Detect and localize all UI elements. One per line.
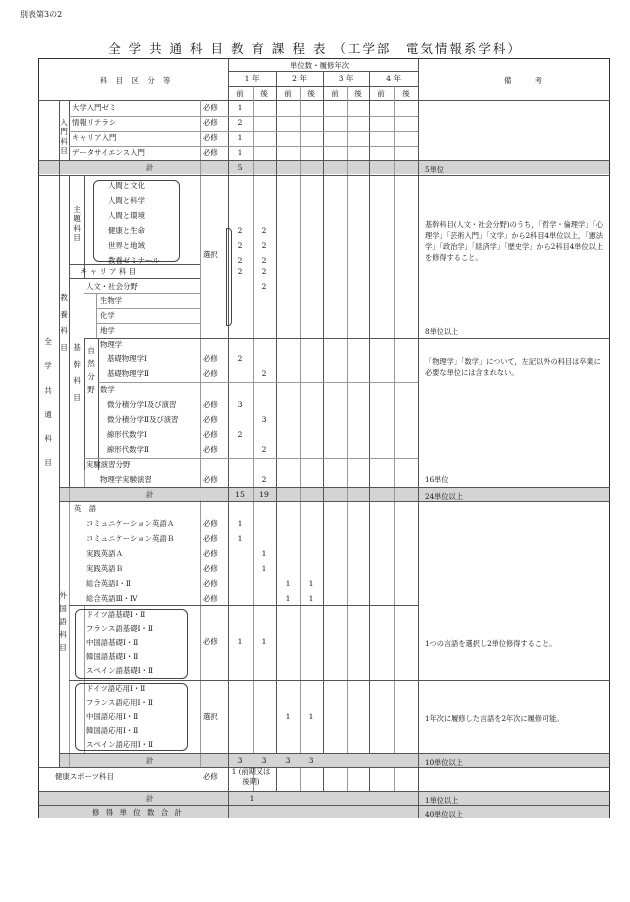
english-course: 総合英語Ⅲ・Ⅳ bbox=[86, 594, 138, 603]
unit-value: 1 bbox=[261, 549, 267, 558]
nyumon-subject: 情報リテラシ bbox=[72, 118, 117, 127]
language-applied-course: フランス語応用Ⅰ・Ⅱ bbox=[86, 698, 153, 707]
row-line bbox=[69, 131, 418, 132]
language-applied-course: スペイン語応用Ⅰ・Ⅱ bbox=[86, 740, 154, 749]
col-line bbox=[84, 338, 85, 470]
row-line bbox=[96, 323, 200, 324]
col-line bbox=[276, 71, 277, 753]
header-remarks: 備 考 bbox=[504, 76, 551, 85]
unit-value: 1 bbox=[237, 534, 243, 543]
butsuri-subject: 物理学 bbox=[100, 340, 123, 349]
language-basic-course: フランス語基礎Ⅰ・Ⅱ bbox=[86, 624, 153, 633]
unit-value: 3 bbox=[308, 756, 314, 765]
year-header: 4 年 bbox=[386, 74, 401, 83]
unit-value: 1 bbox=[285, 594, 291, 603]
unit-value: 1 bbox=[237, 148, 243, 157]
row-line bbox=[69, 264, 200, 265]
unit-value: 2 bbox=[237, 241, 243, 250]
kenko-total-remark: 1単位以上 bbox=[425, 796, 459, 805]
year-header: 3 年 bbox=[338, 74, 354, 83]
col-line bbox=[84, 470, 85, 487]
col-line bbox=[323, 767, 324, 791]
unit-value: 1 bbox=[237, 519, 243, 528]
english-course: コミュニケーション英語Ｂ bbox=[86, 534, 175, 543]
unit-value: 3 bbox=[237, 400, 243, 409]
unit-value: 1 bbox=[308, 579, 314, 588]
english-course: コミュニケーション英語Ａ bbox=[86, 519, 175, 528]
requirement-type: 必修 bbox=[203, 430, 218, 439]
nyumon-remark: 5単位 bbox=[425, 165, 444, 174]
col-line bbox=[369, 71, 370, 753]
gaikoku-total-remark: 10単位以上 bbox=[425, 758, 463, 767]
row-line bbox=[38, 805, 610, 806]
row-line bbox=[69, 278, 200, 279]
jinbun-subject: 生物学 bbox=[100, 296, 123, 305]
unit-value: 2 bbox=[261, 267, 267, 276]
language-applied-course: 韓国語応用Ⅰ・Ⅱ bbox=[86, 726, 139, 735]
row-line bbox=[59, 487, 610, 488]
requirement-type: 必修 bbox=[203, 519, 218, 528]
kenko-total: 1 bbox=[249, 794, 255, 803]
unit-value: 2 bbox=[261, 445, 267, 454]
requirement-type: 必修 bbox=[203, 133, 218, 142]
row-line bbox=[69, 116, 418, 117]
requirement-type: 必修 bbox=[203, 400, 218, 409]
unit-value: 2 bbox=[237, 256, 243, 265]
unit-value: 2 bbox=[237, 430, 243, 439]
requirement-type: 必修 bbox=[203, 148, 218, 157]
gaikoku-label: 外国語科目 bbox=[59, 591, 67, 652]
col-line bbox=[347, 86, 348, 753]
unit-value: 1 bbox=[237, 103, 243, 112]
shaded-cell bbox=[39, 160, 609, 174]
kyoyo-label: 教養科目 bbox=[60, 293, 68, 353]
unit-value: 3 bbox=[261, 756, 267, 765]
row-line bbox=[84, 293, 200, 294]
unit-value: 1 bbox=[285, 712, 291, 721]
requirement-type: 必修 bbox=[203, 637, 218, 646]
jinbun-subject: 地学 bbox=[100, 326, 115, 335]
unit-value: 2 bbox=[261, 241, 267, 250]
kikan-label: 基幹科目 bbox=[73, 343, 81, 403]
col-line bbox=[418, 58, 419, 818]
shudai-subject: 人間と科学 bbox=[108, 196, 145, 205]
unit-value: 1 bbox=[308, 712, 314, 721]
shizen-remark: 「物理学」「数学」について，左記以外の科目は卒業に必要な単位には含まれない。 bbox=[425, 357, 601, 378]
row-line bbox=[38, 767, 610, 768]
row-line bbox=[59, 501, 610, 502]
term-header: 後 bbox=[354, 89, 362, 98]
unit-value: 2 bbox=[261, 226, 267, 235]
row-line bbox=[69, 680, 610, 681]
requirement-type: 必修 bbox=[203, 549, 218, 558]
career-subject: キ ャ リ ア 科 目 bbox=[80, 267, 137, 276]
sugaku-subject: 数学 bbox=[100, 385, 115, 394]
unit-value: 2 bbox=[261, 475, 267, 484]
col-line bbox=[394, 767, 395, 791]
unit-value: 1 bbox=[261, 564, 267, 573]
row-line bbox=[69, 146, 418, 147]
shudai-label: 主題科目 bbox=[73, 205, 81, 243]
jikken-subject: 実験演習分野 bbox=[86, 460, 131, 469]
kyoyo-total-remark: 24単位以上 bbox=[425, 492, 463, 501]
oyo-remark: 1年次に履修した言語を2年次に履修可能。 bbox=[425, 714, 564, 723]
requirement-type: 選択 bbox=[203, 250, 218, 259]
row-line bbox=[38, 160, 610, 161]
language-basic-course: 韓国語基礎Ⅰ・Ⅱ bbox=[86, 652, 139, 661]
row-line bbox=[96, 308, 200, 309]
nyumon-total: 5 bbox=[237, 163, 243, 172]
row-line bbox=[98, 382, 418, 383]
zengaku-label: 全学共通科目 bbox=[44, 337, 52, 468]
page-number: 別表第3の2 bbox=[20, 10, 63, 19]
english-course: 実践英語Ｂ bbox=[86, 564, 123, 573]
col-line bbox=[323, 71, 324, 753]
shaded-cell bbox=[60, 753, 609, 767]
kyoyo-total: 19 bbox=[259, 490, 269, 499]
jikken-course: 物理学実験演習 bbox=[100, 475, 152, 484]
col-line bbox=[98, 338, 99, 470]
term-header: 前 bbox=[377, 89, 385, 98]
unit-value: 1 bbox=[308, 594, 314, 603]
unit-value: 3 bbox=[237, 756, 243, 765]
jinbun-subject: 人文・社会分野 bbox=[86, 282, 138, 291]
shudai-subject: 人間と環境 bbox=[108, 211, 145, 220]
requirement-type: 必修 bbox=[203, 118, 218, 127]
kenko-unit: 1 (前期又は後期) bbox=[231, 767, 271, 787]
row-line bbox=[38, 791, 610, 792]
kyoyo-remark: 基幹科目(人文・社会分野)のうち，「哲学・倫理学」「心理学」「芸術入門」「文学」から2科目4単位以上，「憲法学」「政治学」「経済学」「歴史学」から2科目4単位以上を修得すること。 bbox=[425, 220, 604, 263]
grand-total-remark: 40単位以上 bbox=[425, 810, 463, 819]
math-course: 線形代数学Ⅰ bbox=[107, 430, 147, 439]
kiso-remark: 1つの言語を選択し2単位修得すること。 bbox=[425, 639, 557, 648]
row-line bbox=[38, 175, 610, 176]
term-header: 後 bbox=[307, 89, 315, 98]
header-units: 単位数・履修年次 bbox=[290, 61, 350, 70]
requirement-type: 必修 bbox=[203, 564, 218, 573]
shudai-subject: 世界と地域 bbox=[108, 241, 145, 250]
col-line bbox=[69, 175, 70, 487]
language-basic-course: 中国語基礎Ⅰ・Ⅱ bbox=[86, 638, 139, 647]
total-label: 計 bbox=[146, 163, 154, 172]
requirement-type: 選択 bbox=[203, 712, 218, 721]
grand-total-label: 修 得 単 位 数 合 計 bbox=[92, 808, 184, 817]
col-line bbox=[69, 100, 70, 160]
requirement-type: 必修 bbox=[203, 445, 218, 454]
unit-value: 2 bbox=[237, 354, 243, 363]
col-line bbox=[84, 175, 85, 278]
math-course: 微分積分学Ⅰ及び演習 bbox=[107, 400, 177, 409]
col-line bbox=[394, 86, 395, 753]
year-header: 1 年 bbox=[244, 74, 260, 83]
language-basic-course: ドイツ語基礎Ⅰ・Ⅱ bbox=[86, 610, 146, 619]
requirement-type: 必修 bbox=[203, 354, 218, 363]
nyumon-subject: キャリア入門 bbox=[72, 133, 117, 142]
jinbun-subject: 化学 bbox=[100, 311, 115, 320]
total-label: 計 bbox=[146, 794, 154, 803]
col-line bbox=[200, 500, 201, 767]
header-category: 科 目 区 分 等 bbox=[100, 76, 174, 85]
kenko-subject: 健康スポーツ科目 bbox=[55, 772, 114, 781]
requirement-type: 必修 bbox=[203, 415, 218, 424]
requirement-type: 必修 bbox=[203, 534, 218, 543]
term-header: 後 bbox=[402, 89, 410, 98]
requirement-type: 必修 bbox=[203, 103, 218, 112]
requirement-type: 必修 bbox=[203, 772, 218, 781]
requirement-type: 必修 bbox=[203, 594, 218, 603]
row-line bbox=[38, 100, 610, 101]
row-line bbox=[84, 458, 418, 459]
col-line bbox=[200, 100, 201, 487]
col-line bbox=[369, 767, 370, 791]
year-header: 2 年 bbox=[292, 74, 307, 83]
shudai-subject: 人間と文化 bbox=[108, 181, 145, 190]
row-line bbox=[84, 338, 610, 339]
total-label: 計 bbox=[146, 490, 154, 499]
language-applied-course: ドイツ語応用Ⅰ・Ⅱ bbox=[86, 684, 146, 693]
english-course: 実践英語Ａ bbox=[86, 549, 123, 558]
term-header: 前 bbox=[284, 89, 292, 98]
col-line bbox=[276, 767, 277, 791]
math-course: 線形代数学Ⅱ bbox=[107, 445, 149, 454]
col-line bbox=[300, 86, 301, 753]
language-applied-course: 中国語応用Ⅰ・Ⅱ bbox=[86, 712, 139, 721]
col-line bbox=[347, 767, 348, 791]
unit-value: 1 bbox=[285, 579, 291, 588]
unit-value: 2 bbox=[261, 369, 267, 378]
shudai-subject: 健康と生命 bbox=[108, 226, 145, 235]
shaded-cell bbox=[60, 487, 609, 501]
unit-value: 1 bbox=[261, 637, 267, 646]
jikken-remark: 16単位 bbox=[425, 475, 449, 484]
physics-course: 基礎物理学Ⅱ bbox=[107, 369, 149, 378]
requirement-type: 必修 bbox=[203, 475, 218, 484]
term-header: 後 bbox=[260, 89, 268, 98]
term-header: 前 bbox=[331, 89, 339, 98]
unit-value: 2 bbox=[237, 267, 243, 276]
eigo-subject: 英 語 bbox=[74, 504, 97, 513]
col-line bbox=[69, 487, 70, 767]
page-title: 全 学 共 通 科 目 教 育 課 程 表 （工学部 電気情報系学科） bbox=[108, 41, 522, 56]
unit-value: 2 bbox=[261, 256, 267, 265]
total-label: 計 bbox=[146, 756, 154, 765]
physics-course: 基礎物理学Ⅰ bbox=[107, 354, 147, 363]
kyoyo-total: 15 bbox=[235, 490, 245, 499]
requirement-type: 必修 bbox=[203, 579, 218, 588]
unit-value: 1 bbox=[237, 637, 243, 646]
unit-value: 2 bbox=[237, 226, 243, 235]
nyumon-label: 入門科目 bbox=[60, 118, 68, 156]
language-basic-course: スペイン語基礎Ⅰ・Ⅱ bbox=[86, 666, 154, 675]
shizen-label: 自然分野 bbox=[87, 346, 95, 394]
term-header: 前 bbox=[236, 89, 244, 98]
row-line bbox=[69, 605, 418, 606]
unit-value: 3 bbox=[285, 756, 291, 765]
col-line bbox=[96, 293, 97, 338]
unit-value: 2 bbox=[237, 118, 243, 127]
shudai-subject: 教養ゼミナール bbox=[108, 256, 160, 265]
nyumon-subject: 大学入門ゼミ bbox=[72, 103, 117, 112]
row-line bbox=[59, 753, 610, 754]
requirement-type: 必修 bbox=[203, 369, 218, 378]
unit-value: 1 bbox=[237, 133, 243, 142]
col-line bbox=[300, 767, 301, 791]
brace-bracket bbox=[226, 228, 232, 326]
unit-value: 3 bbox=[261, 415, 267, 424]
nyumon-subject: データサイエンス入門 bbox=[72, 148, 145, 157]
english-course: 総合英語Ⅰ・Ⅱ bbox=[86, 579, 131, 588]
kyoyo-remark-min: 8単位以上 bbox=[425, 327, 459, 336]
unit-value: 2 bbox=[261, 282, 267, 291]
math-course: 微分積分学Ⅱ及び演習 bbox=[107, 415, 179, 424]
